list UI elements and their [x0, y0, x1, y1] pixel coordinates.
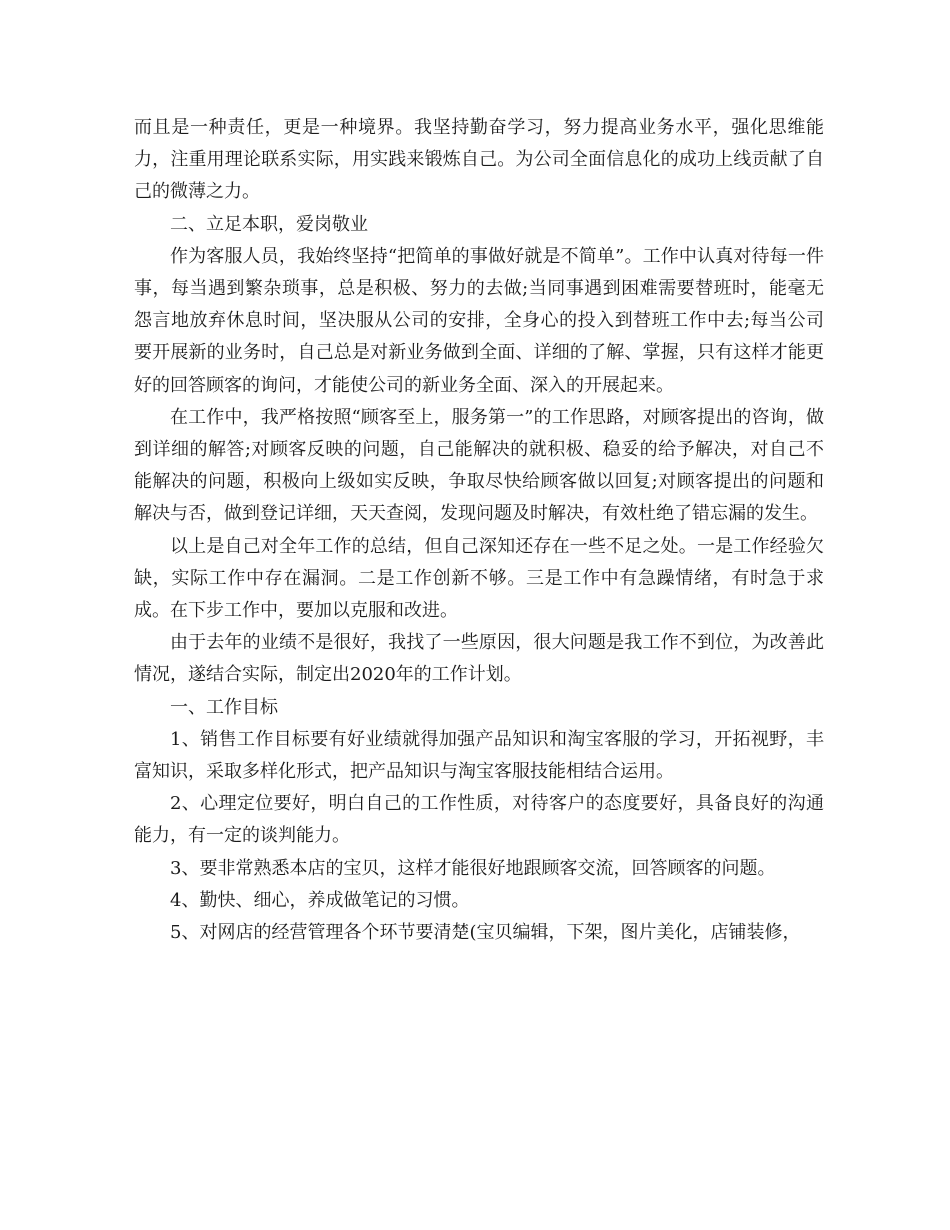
list-item: 2、心理定位要好，明白自己的工作性质，对待客户的态度要好，具备良好的沟通能力，有一定的谈判能力。 [134, 793, 824, 847]
document-body [134, 112, 824, 949]
paragraph: 由于去年的业绩不是很好，我找了一些原因，很大问题是我工作不到位，为改善此情况，遂结合实际，制定出2020年的工作计划。 [134, 632, 824, 686]
list-item: 3、要非常熟悉本店的宝贝，这样才能很好地跟顾客交流，回答顾客的问题。 [170, 857, 776, 879]
list-item: 1、销售工作目标要有好业绩就得加强产品知识和淘宝客服的学习，开拓视野，丰富知识，采取多样化形式，把产品知识与淘宝客服技能相结合运用。 [134, 728, 824, 783]
list-item: 5、对网店的经营管理各个环节要清楚(宝贝编辑，下架，图片美化，店铺装修， [170, 922, 801, 944]
list-item: 4、勤快、细心，养成做笔记的习惯。 [170, 889, 470, 911]
section-heading-1: 一、工作目标 [170, 696, 278, 718]
paragraph-continuation: 而且是一种责任，更是一种境界。我坚持勤奋学习，努力提高业务水平，强化思维能力，注重用理论联系实际，用实践来锻炼自己。为公司全面信息化的成功上线贡献了自己的微薄之力。 [134, 117, 824, 203]
paragraph: 以上是自己对全年工作的总结，但自己深知还存在一些不足之处。一是工作经验欠缺，实际工作中存在漏洞。二是工作创新不够。三是工作中有急躁情绪，有时急于求成。在下步工作中，要加以克服和改进。 [134, 535, 824, 622]
paragraph: 作为客服人员，我始终坚持“把简单的事做好就是不简单”。工作中认真对待每一件事，每当遇到繁杂琐事，总是积极、努力的去做;当同事遇到困难需要替班时，能毫无怨言地放弃休息时间，坚决服从公司的安排，全身心的投入到替班工作中去;每当公司要开展新的业务时，自己总是对新业务做到全面、详细的了解、掌握，只有这样才能更好的回答顾客的询问，才能使公司的新业务全面、深入的开展起来。 [134, 245, 824, 396]
paragraph: 在工作中，我严格按照“顾客至上，服务第一”的工作思路，对顾客提出的咨询，做到详细的解答;对顾客反映的问题，自己能解决的就积极、稳妥的给予解决，对自己不能解决的问题，积极向上级如实反映，争取尽快给顾客做以回复;对顾客提出的问题和解决与否，做到登记详细，天天查阅，发现问题及时解决，有效杜绝了错忘漏的发生。 [134, 406, 824, 525]
section-heading-2: 二、立足本职，爱岗敬业 [170, 213, 368, 235]
